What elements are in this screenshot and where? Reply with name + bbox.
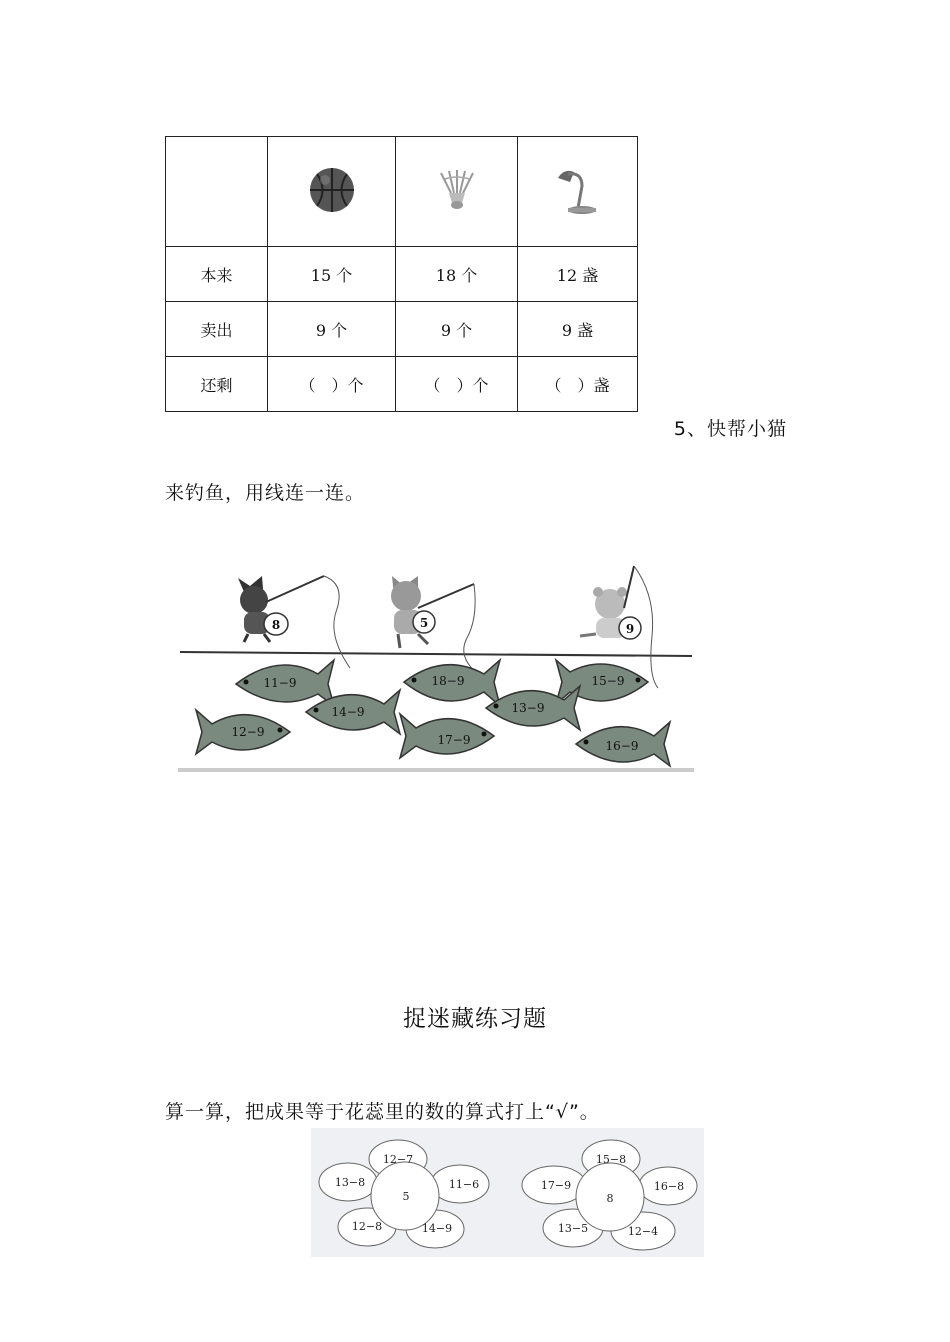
- row-label: 还剩: [166, 357, 268, 412]
- basketball-icon: [308, 166, 356, 214]
- instruction-text: 算一算，把成果等于花蕊里的数的算式打上“√”。: [165, 1101, 600, 1123]
- petal-expression[interactable]: 17−9: [540, 1179, 572, 1192]
- flower-puzzle: [311, 1128, 704, 1257]
- table-row: [166, 357, 638, 412]
- flower-2: [522, 1140, 697, 1250]
- petal-expression[interactable]: 14−9: [421, 1222, 453, 1235]
- table-corner-cell: [166, 137, 268, 247]
- fish-expression: 13−9: [511, 701, 545, 715]
- desk-lamp-icon: [552, 164, 604, 216]
- cat-number: 8: [271, 618, 281, 632]
- petal-expression[interactable]: 12−8: [351, 1220, 383, 1233]
- fish-expression: 15−9: [591, 674, 625, 688]
- table-icon-cell: [518, 137, 638, 247]
- shuttlecock-icon: [437, 169, 477, 211]
- fish-expression: 11−9: [263, 676, 297, 690]
- table-cell: 9 个: [268, 302, 396, 357]
- petal-expression[interactable]: 12−4: [627, 1225, 659, 1238]
- fish[interactable]: [400, 714, 494, 758]
- petal-expression[interactable]: 11−6: [448, 1178, 480, 1191]
- fish-expression: 17−9: [437, 733, 471, 747]
- table-row: [166, 247, 638, 302]
- answer-cell[interactable]: （ ）个: [396, 357, 518, 412]
- table-cell: 9 盏: [518, 302, 638, 357]
- cat-1: [238, 576, 350, 668]
- question-5-text: 5、快帮小猫: [673, 418, 787, 440]
- cat-number: 9: [625, 622, 635, 636]
- section-title: 捉迷藏练习题: [403, 1006, 547, 1032]
- cat-2: [391, 576, 478, 674]
- fish[interactable]: [306, 690, 400, 734]
- petal-expression[interactable]: 12−7: [382, 1153, 414, 1166]
- fishing-scene: [178, 556, 694, 776]
- flower-center-number: 8: [606, 1192, 614, 1205]
- fish[interactable]: [196, 710, 290, 754]
- fish-expression: 12−9: [231, 725, 265, 739]
- petal-expression[interactable]: 13−5: [557, 1222, 589, 1235]
- table-cell: 9 个: [396, 302, 518, 357]
- petal-expression[interactable]: 13−8: [334, 1176, 366, 1189]
- petal-expression[interactable]: 15−8: [595, 1153, 627, 1166]
- answer-cell[interactable]: （ ）个: [268, 357, 396, 412]
- petal-expression[interactable]: 16−8: [653, 1180, 685, 1193]
- items-table: [165, 136, 638, 412]
- table-icon-cell: [396, 137, 518, 247]
- table-cell: 15 个: [268, 247, 396, 302]
- cat-number: 5: [419, 616, 429, 630]
- fish-expression: 14−9: [331, 705, 365, 719]
- question-5-text-continued: 来钓鱼，用线连一连。: [165, 482, 366, 504]
- flower-1: [319, 1140, 489, 1248]
- flower-center-number: 5: [402, 1190, 410, 1203]
- fish-expression: 16−9: [605, 739, 639, 753]
- fish[interactable]: [576, 722, 670, 766]
- answer-cell[interactable]: （ ）盏: [518, 357, 638, 412]
- fish[interactable]: [236, 660, 334, 706]
- table-cell: 12 盏: [518, 247, 638, 302]
- table-header-row: [166, 137, 638, 247]
- table-cell: 18 个: [396, 247, 518, 302]
- fish-expression: 18−9: [431, 674, 465, 688]
- table-row: [166, 302, 638, 357]
- table-icon-cell: [268, 137, 396, 247]
- row-label: 卖出: [166, 302, 268, 357]
- fish[interactable]: [404, 660, 500, 706]
- row-label: 本来: [166, 247, 268, 302]
